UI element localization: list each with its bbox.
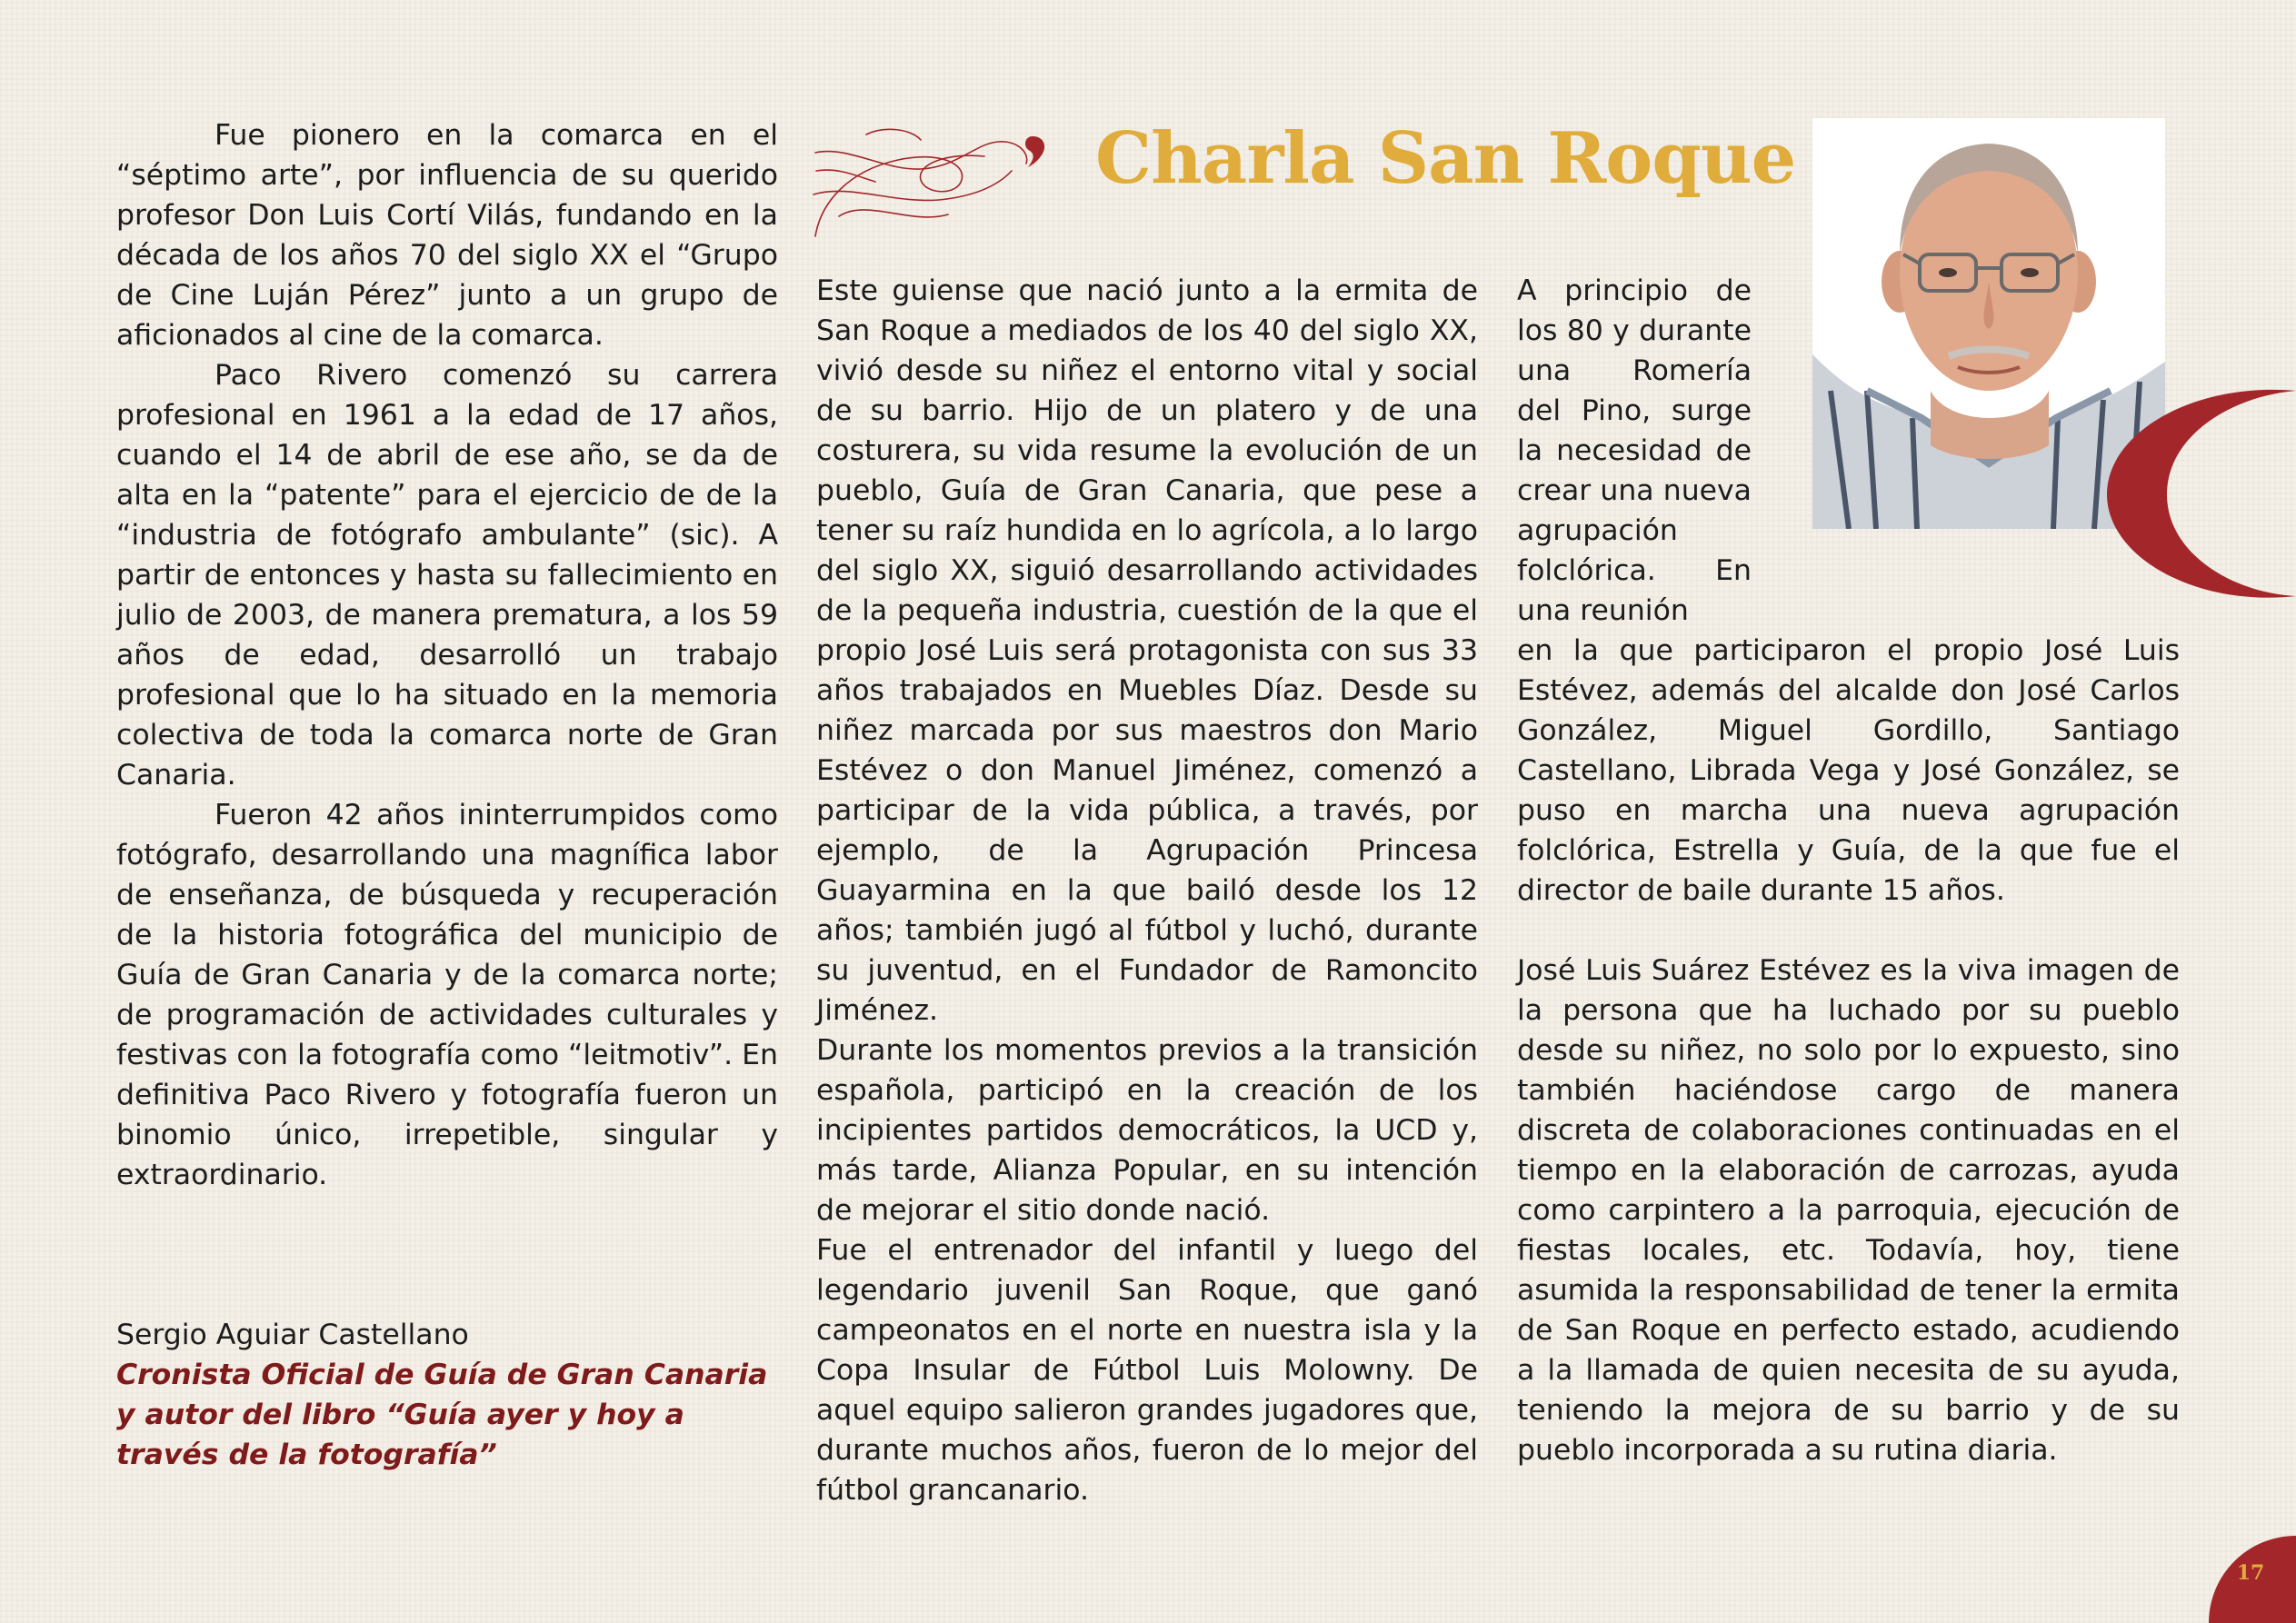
ornamental-flourish-icon (812, 116, 1057, 240)
page-number: 17 (2236, 1561, 2265, 1585)
author-name: Sergio Aguiar Castellano (116, 1319, 469, 1351)
article-title: Charla San Roque (1095, 117, 1796, 200)
left-paragraph-2: Paco Rivero comenzó su carrera profesional en 1961 a la edad de 17 años, cuando el 14 de abril de ese año, se da de alta en la “patente” para el ejercicio de de la “industria de fotógrafo ambulante” (sic). A partir de entonces y hasta su fallecimiento en julio de 2003, de manera prematura, a los 59 años de edad, desarrolló un trabajo profesional que lo ha situado en la memoria colectiva de toda la comarca norte de Gran Canaria. (116, 359, 778, 792)
middle-paragraph-2: Durante los momentos previos a la transición española, participó en la creación de los incipientes partidos democráticos, la UCD y, más tarde, Alianza Popular, en su intención de mejorar el sitio donde nació. (816, 1034, 1478, 1227)
right-paragraph-1-start: A principio de los 80 y durante una Romería del Pino, surge la necesidad de crear una nueva agrupación folclórica. En una reunión (1517, 274, 1752, 627)
left-paragraph-3: Fueron 42 años ininterrumpidos como fotógrafo, desarrollando una magnífica labor de enseñanza, de búsqueda y recuperación de la historia fotográfica del municipio de Guía de Gran Canaria y de la comarca norte; de programación de actividades culturales y festivas con la fotografía como “leitmotiv”. En definitiva Paco Rivero y fotografía fueron un binomio único, irrepetible, singular y extraordinario. (116, 799, 778, 1191)
right-paragraph-1-end: en la que participaron el propio José Luis Estévez, además del alcalde don José Carlos González, Miguel Gordillo, Santiago Castellano, Librada Vega y José González, se puso en marcha una nueva agrupación folclórica, Estrella y Guía, de la que fue el director de baile durante 15 años. (1517, 634, 2180, 907)
left-paragraph-1: Fue pionero en la comarca en el “séptimo arte”, por influencia de su querido profesor Don Luis Cortí Vilás, fundando en la década de los años 70 del siglo XX el “Grupo de Cine Luján Pérez” junto a un grupo de aficionados al cine de la comarca. (116, 119, 778, 352)
middle-column (816, 271, 1478, 1510)
right-column-narrow (1517, 271, 1752, 631)
middle-paragraph-3: Fue el entrenador del infantil y luego del legendario juvenil San Roque, que ganó campeonatos en el norte en nuestra isla y la Copa Insular de Fútbol Luis Molowny. De aquel equipo salieron grandes jugadores que, durante muchos años, fueron de lo mejor del fútbol grancanario. (816, 1234, 1478, 1507)
middle-paragraph-1: Este guiense que nació junto a la ermita de San Roque a mediados de los 40 del siglo XX, vivió desde su niñez el entorno vital y social de su barrio. Hijo de un platero y de una costurera, su vida resume la evolución de un pueblo, Guía de Gran Canaria, que pese a tener su raíz hundida en lo agrícola, a lo largo del siglo XX, siguió desarrollando actividades de la pequeña industria, cuestión de la que el propio José Luis será protagonista con sus 33 años trabajados en Muebles Díaz. Desde su niñez marcada por sus maestros don Mario Estévez o don Manuel Jiménez, comenzó a participar de la vida pública, a través, por ejemplo, de la Agrupación Princesa Guayarmina en la que bailó desde los 12 años; también jugó al fútbol y luchó, durante su juventud, en el Fundador de Ramoncito Jiménez. (816, 274, 1478, 1027)
crescent-decoration-icon (2094, 389, 2296, 598)
author-role: Cronista Oficial de Guía de Gran Canaria y autor del libro “Guía ayer y hoy a través de la fotografía” (116, 1359, 768, 1471)
right-paragraph-2: José Luis Suárez Estévez es la viva imagen de la persona que ha luchado por su pueblo desde su niñez, no solo por lo expuesto, sino también haciéndose cargo de manera discreta de colaboraciones continuadas en el tiempo en la elaboración de carrozas, ayuda como carpintero a la parroquia, ejecución de fiestas locales, etc. Todavía, hoy, tiene asumida la responsabilidad de tener la ermita de San Roque en perfecto estado, acudiendo a la llamada de quien necesita de su ayuda, teniendo la mejora de su barrio y de su pueblo incorporada a su rutina diaria. (1517, 954, 2180, 1467)
left-column (116, 115, 778, 1475)
right-column-wide (1517, 631, 2180, 1470)
